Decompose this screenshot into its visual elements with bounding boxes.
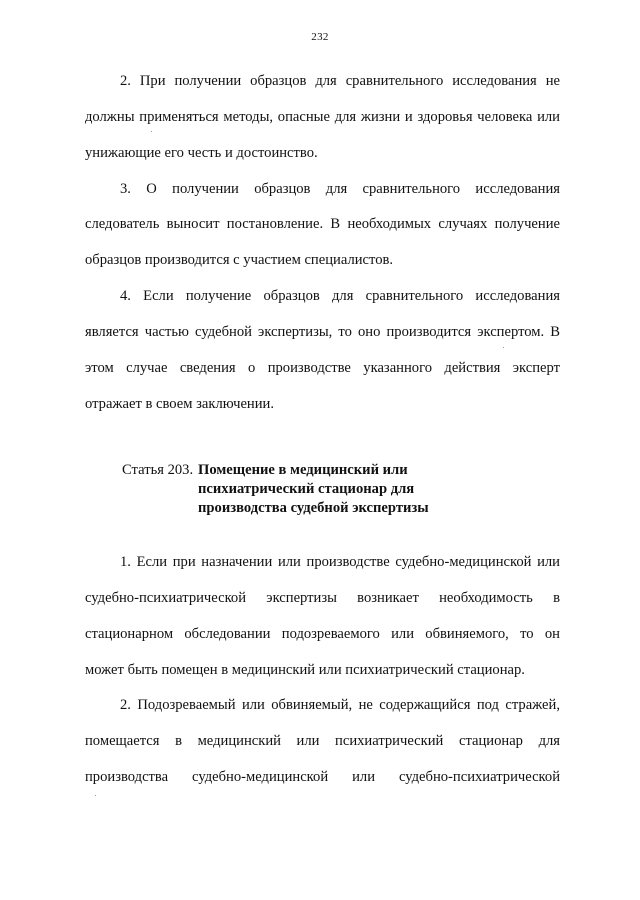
- article-title-line: производства судебной экспертизы: [198, 500, 429, 516]
- article-title-line: Помещение в медицинский или: [198, 462, 408, 478]
- article-number: Статья 203.: [122, 462, 194, 478]
- article-title-line: психиатрический стационар для: [198, 481, 415, 497]
- scan-speck: [503, 347, 504, 348]
- article-paragraph-line: помещается в медицинский или психиатрический стационар для: [85, 733, 560, 749]
- paragraph-line: этом случае сведения о производстве указанного действия эксперт: [85, 360, 560, 376]
- paragraph-line: отражает в своем заключении.: [85, 396, 274, 412]
- article-heading: [122, 461, 429, 518]
- article-paragraph-line: производства судебно-медицинской или судебно-психиатрической: [85, 769, 560, 785]
- article-paragraph-line: стационарном обследовании подозреваемого или обвиняемого, то он: [85, 626, 560, 642]
- paragraph-line: 3. О получении образцов для сравнительного исследования: [120, 181, 560, 197]
- paragraph-line: должны применяться методы, опасные для жизни и здоровья человека или: [85, 109, 560, 125]
- paragraph-line: унижающие его честь и достоинство.: [85, 145, 318, 161]
- paragraph-line: образцов производится с участием специалистов.: [85, 252, 394, 268]
- scan-speck: [151, 131, 152, 132]
- article-paragraph-line: 1. Если при назначении или производстве судебно-медицинской или: [120, 554, 560, 570]
- page-number: 232: [311, 31, 329, 43]
- article-paragraph-line: 2. Подозреваемый или обвиняемый, не содержащийся под стражей,: [120, 697, 560, 713]
- paragraph-line: 4. Если получение образцов для сравнительного исследования: [120, 288, 560, 304]
- paragraph-line: 2. При получении образцов для сравнительного исследования не: [120, 73, 560, 89]
- article-paragraph-line: судебно-психиатрической экспертизы возникает необходимость в: [85, 590, 560, 606]
- paragraph-line: является частью судебной экспертизы, то оно производится экспертом. В: [85, 324, 560, 340]
- paragraph-line: следователь выносит постановление. В необходимых случаях получение: [85, 216, 560, 232]
- article-paragraph-line: может быть помещен в медицинский или психиатрический стационар.: [85, 662, 525, 678]
- scan-speck: [95, 795, 96, 796]
